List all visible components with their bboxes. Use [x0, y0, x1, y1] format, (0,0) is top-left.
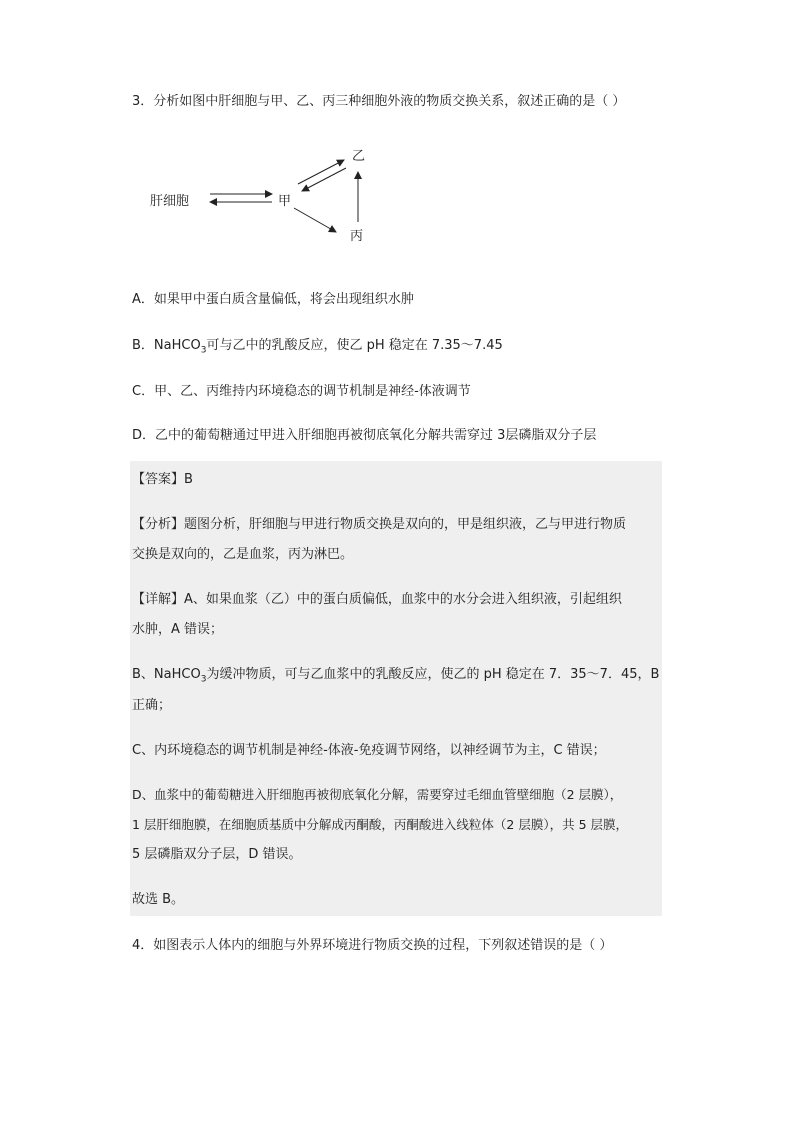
detail-tag: 【详解】 — [132, 592, 185, 607]
detail-d-line-1: D、血浆中的葡萄糖进入肝细胞再被彻底氧化分解，需要穿过毛细血管壁细胞（2 层膜）， — [132, 787, 623, 802]
detail-a-text-1: A、如果血浆（乙）中的蛋白质偏低，血浆中的水分会进入组织液，引起组织 — [184, 592, 622, 607]
detail-c: C、内环境稳态的调节机制是神经-体液-免疫调节网络，以神经调节为主，C 错误； — [132, 743, 606, 758]
answer-value: B — [184, 472, 193, 487]
analysis-line-2: 交换是双向的，乙是血浆，丙为淋巴。 — [132, 547, 354, 562]
option-b-subscript: 3 — [200, 345, 207, 356]
detail-d-line-2: 1 层肝细胞膜，在细胞质基质中分解成丙酮酸，丙酮酸进入线粒体（2 层膜），共 5 层膜， — [132, 817, 629, 832]
question-4-title: 4．如图表示人体内的细胞与外界环境进行物质交换的过程，下列叙述错误的是（ ） — [132, 938, 613, 953]
analysis-tag: 【分析】 — [132, 517, 185, 532]
conclusion: 故选 B。 — [132, 892, 185, 907]
node-jia: 甲 — [278, 194, 292, 209]
fluid-exchange-diagram — [140, 140, 400, 250]
question-3-title: 3．分析如图中肝细胞与甲、乙、丙三种细胞外液的物质交换关系，叙述正确的是（ ） — [132, 94, 626, 109]
detail-b-subscript: 3 — [200, 674, 207, 685]
detail-a-line-1 — [132, 590, 622, 610]
detail-b-prefix: B、NaHCO — [132, 667, 201, 682]
option-b-suffix: 可与乙中的乳酸反应，使乙 pH 稳定在 7.35～7.45 — [206, 338, 503, 353]
detail-b-suffix: 为缓冲物质，可与乙血浆中的乳酸反应，使乙的 pH 稳定在 7．35～7．45，B — [206, 667, 660, 682]
node-bing: 丙 — [350, 229, 364, 244]
option-c: C．甲、乙、丙维持内环境稳态的调节机制是神经-体液调节 — [132, 384, 471, 399]
option-a: A．如果甲中蛋白质含量偏低，将会出现组织水肿 — [132, 292, 414, 307]
option-b-prefix: B．NaHCO — [132, 338, 201, 353]
analysis-text-1: 题图分析，肝细胞与甲进行物质交换是双向的，甲是组织液，乙与甲进行物质 — [184, 517, 627, 532]
node-yi: 乙 — [352, 149, 366, 164]
detail-a-line-2: 水肿，A 错误； — [132, 622, 224, 637]
arrow-jia-to-bing — [294, 208, 336, 232]
detail-b-line-2: 正确； — [132, 698, 172, 713]
detail-b-line-1 — [132, 665, 659, 685]
node-liver-cell: 肝细胞 — [150, 194, 190, 209]
option-b — [132, 336, 503, 356]
detail-d-line-3: 5 层磷脂双分子层，D 错误。 — [132, 847, 302, 862]
answer-tag: 【答案】 — [132, 472, 185, 487]
arrow-jia-to-yi — [298, 160, 344, 184]
arrow-yi-to-jia — [302, 168, 346, 191]
answer-line — [132, 470, 193, 490]
option-d: D．乙中的葡萄糖通过甲进入肝细胞再被彻底氧化分解共需穿过 3层磷脂双分子层 — [132, 428, 597, 443]
analysis-line-1 — [132, 515, 626, 535]
